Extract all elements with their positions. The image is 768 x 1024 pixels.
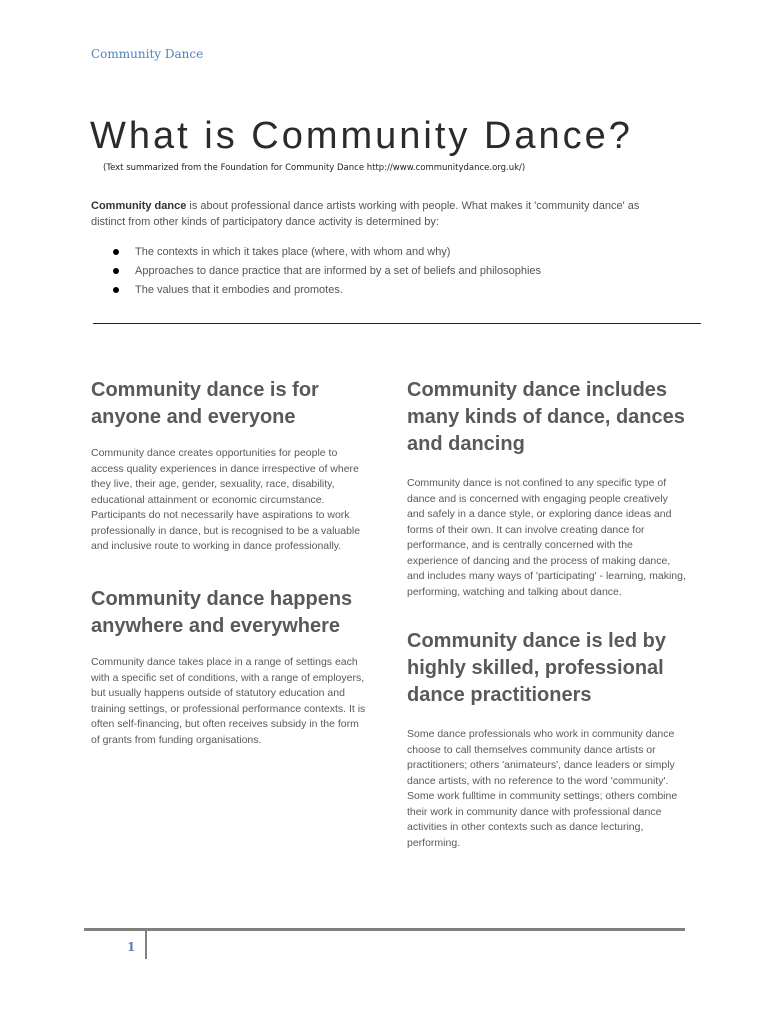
section-body: Community dance creates opportunities for people to access quality experiences in dance irrespective of where they live, their age, gender, sexuality, race, disability, educational attainment or economic circumstance. Participants do not necessarily have aspirations to work professionally in dance, but is recognised to be a valuable and inclusive route to working in dance professionally. <box>91 447 361 552</box>
list-item-text: The values that it embodies and promotes. <box>135 284 343 296</box>
page-title: What is Community Dance? <box>90 115 633 157</box>
section-heading: Community dance is led by highly skilled, professional dance practitioners <box>407 630 666 706</box>
intro-text: is about professional dance artists working with people. What makes it 'community dance' as distinct from other kinds of participatory dance activity is determined by: <box>91 200 640 228</box>
section-body: Community dance is not confined to any specific type of dance and is concerned with engaging people creatively and safely in a dance style, or exploring dance ideas and forms of their own. It can involve creating dance for performance, and is centrally concerned with the experience of dancing and the process of making dance, and includes many ways of 'participating' - learning, making, performing, watching and talking about dance. <box>407 477 686 598</box>
bullet-icon <box>113 287 119 293</box>
section-divider <box>93 323 701 324</box>
determinants-list <box>91 245 681 302</box>
section-heading: Community dance happens anywhere and everywhere <box>91 588 353 637</box>
bullet-icon <box>113 249 119 255</box>
section-many-kinds <box>407 377 687 600</box>
bullet-icon <box>113 268 119 274</box>
running-header: Community Dance <box>91 47 204 61</box>
section-body: Some dance professionals who work in community dance choose to call themselves community dance artists or practitioners; others 'animateurs', dance leaders or simply dance artists, with no reference to the word 'community'. Some work fulltime in community settings; others combine their work in community dance with professional dance activities in other contexts such as dance lecturing, performing. <box>407 728 678 849</box>
section-led-by-professionals <box>407 628 687 851</box>
list-item-text: Approaches to dance practice that are informed by a set of beliefs and philosophies <box>135 265 542 277</box>
section-heading: Community dance is for anyone and everyone <box>91 379 319 428</box>
section-anywhere-everywhere <box>91 586 366 748</box>
page-number: 1 <box>127 940 136 954</box>
section-body: Community dance takes place in a range of settings each with a specific set of conditions, with a range of employers, but usually happens outside of statutory education and training settings, or professional performance contexts. It is often self-financing, but often receives subsidy in the form of grants from funding organisations. <box>91 656 366 746</box>
list-item <box>91 283 681 297</box>
source-note: (Text summarized from the Foundation for Community Dance http://www.communitydance.org.uk/) <box>103 163 526 173</box>
list-item <box>91 245 681 259</box>
intro-bold-term: Community dance <box>91 200 187 212</box>
list-item-text: The contexts in which it takes place (where, with whom and why) <box>135 246 451 258</box>
footer-divider <box>84 928 685 931</box>
list-item <box>91 264 681 278</box>
page-number-bar <box>145 931 147 959</box>
intro-paragraph <box>91 198 671 230</box>
section-anyone-everyone <box>91 377 366 555</box>
section-heading: Community dance includes many kinds of dance, dances and dancing <box>407 379 685 455</box>
